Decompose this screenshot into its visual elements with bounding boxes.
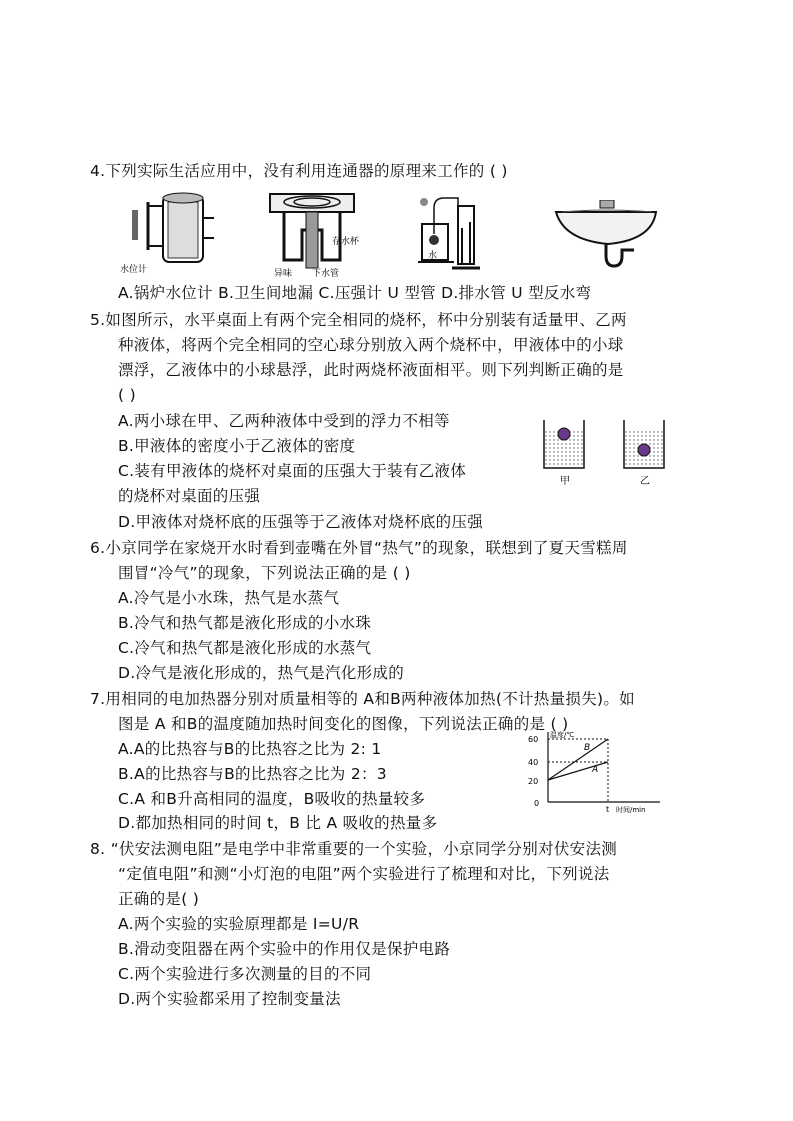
line-b-label: B (584, 743, 591, 753)
cup-label: 存水杯 (332, 237, 360, 247)
water-gauge-label: 水位计 (120, 265, 148, 275)
label-jia: 甲 (560, 476, 570, 487)
line-a-label: A (592, 765, 599, 775)
q5-option-b: B.甲液体的密度小于乙液体的密度 (118, 437, 356, 455)
q5-option-c-line2: 的烧杯对桌面的压强 (118, 487, 261, 505)
q4-figure-sink-trap (552, 200, 662, 272)
q5-option-d: D.甲液体对烧杯底的压强等于乙液体对烧杯底的压强 (118, 513, 484, 531)
q8-option-c: C.两个实验进行多次测量的目的不同 (118, 965, 372, 983)
q7-stem-line2: 图是 A 和B的温度随加热时间变化的图像，下列说法正确的是 ( ) (118, 715, 569, 733)
q4-figure-floor-drain (262, 190, 372, 280)
q6-option-b: B.冷气和热气都是液化形成的小水珠 (118, 614, 372, 632)
graph-xlabel: 时间/min (616, 806, 646, 814)
q4-stem: 4.下列实际生活应用中，没有利用连通器的原理来工作的 ( ) (90, 162, 508, 180)
water-label: 水 (428, 251, 438, 261)
q7-option-a: A.A的比热容与B的比热容之比为 2: 1 (118, 740, 382, 758)
ytick-0: 0 (534, 799, 540, 808)
xtick-t: t (606, 805, 610, 814)
q7-option-b: B.A的比热容与B的比热容之比为 2：3 (118, 765, 387, 783)
q7-option-c: C.A 和B升高相同的温度，B吸收的热量较多 (118, 790, 426, 808)
q8-stem-line1: 8. “伏安法测电阻”是电学中非常重要的一个实验，小京同学分别对伏安法测 (90, 840, 618, 858)
q8-stem-line2: “定值电阻”和测“小灯泡的电阻”两个实验进行了梳理和对比，下列说法 (118, 865, 610, 883)
q6-option-c: C.冷气和热气都是液化形成的水蒸气 (118, 639, 372, 657)
ytick-60: 60 (528, 735, 539, 744)
q7-figure-temperature-graph (520, 728, 670, 816)
q4-figure-pressure-gauge (408, 188, 488, 278)
label-yi: 乙 (640, 476, 650, 487)
q8-option-d: D.两个实验都采用了控制变量法 (118, 990, 341, 1008)
q5-figure-beakers (540, 418, 670, 490)
graph-ylabel: 温度/℃ (550, 731, 575, 739)
q6-stem-line1: 6.小京同学在家烧开水时看到壶嘴在外冒“热气”的现象，联想到了夏天雪糕周 (90, 539, 628, 557)
smell-label: 异味 (274, 269, 293, 279)
q4-figure-boiler-gauge (118, 188, 218, 278)
q6-option-a: A.冷气是小水珠，热气是水蒸气 (118, 589, 340, 607)
q8-option-a: A.两个实验的实验原理都是 I=U/R (118, 915, 360, 933)
q5-answer-paren: ( ) (118, 386, 136, 404)
q5-stem-line1: 5.如图所示，水平桌面上有两个完全相同的烧杯，杯中分别装有适量甲、乙两 (90, 311, 627, 329)
q5-stem-line2: 种液体，将两个完全相同的空心球分别放入两个烧杯中，甲液体中的小球 (118, 336, 624, 354)
q8-stem-line3: 正确的是( ) (118, 890, 200, 908)
ytick-40: 40 (528, 758, 539, 767)
q4-options: A.锅炉水位计 B.卫生间地漏 C.压强计 U 型管 D.排水管 U 型反水弯 (118, 284, 592, 302)
q5-option-c-line1: C.装有甲液体的烧杯对桌面的压强大于装有乙液体 (118, 462, 467, 480)
q6-stem-line2: 围冒“冷气”的现象，下列说法正确的是 ( ) (118, 564, 411, 582)
q5-stem-line3: 漂浮，乙液体中的小球悬浮，此时两烧杯液面相平。则下列判断正确的是 (118, 361, 624, 379)
q8-option-b: B.滑动变阻器在两个实验中的作用仅是保护电路 (118, 940, 451, 958)
q7-option-d: D.都加热相同的时间 t，B 比 A 吸收的热量多 (118, 814, 438, 832)
pipe-label: 下水管 (312, 269, 340, 279)
ytick-20: 20 (528, 777, 539, 786)
q5-option-a: A.两小球在甲、乙两种液体中受到的浮力不相等 (118, 412, 450, 430)
q6-option-d: D.冷气是液化形成的，热气是汽化形成的 (118, 664, 405, 682)
q7-stem-line1: 7.用相同的电加热器分别对质量相等的 A和B两种液体加热(不计热量损失)。如 (90, 690, 635, 708)
